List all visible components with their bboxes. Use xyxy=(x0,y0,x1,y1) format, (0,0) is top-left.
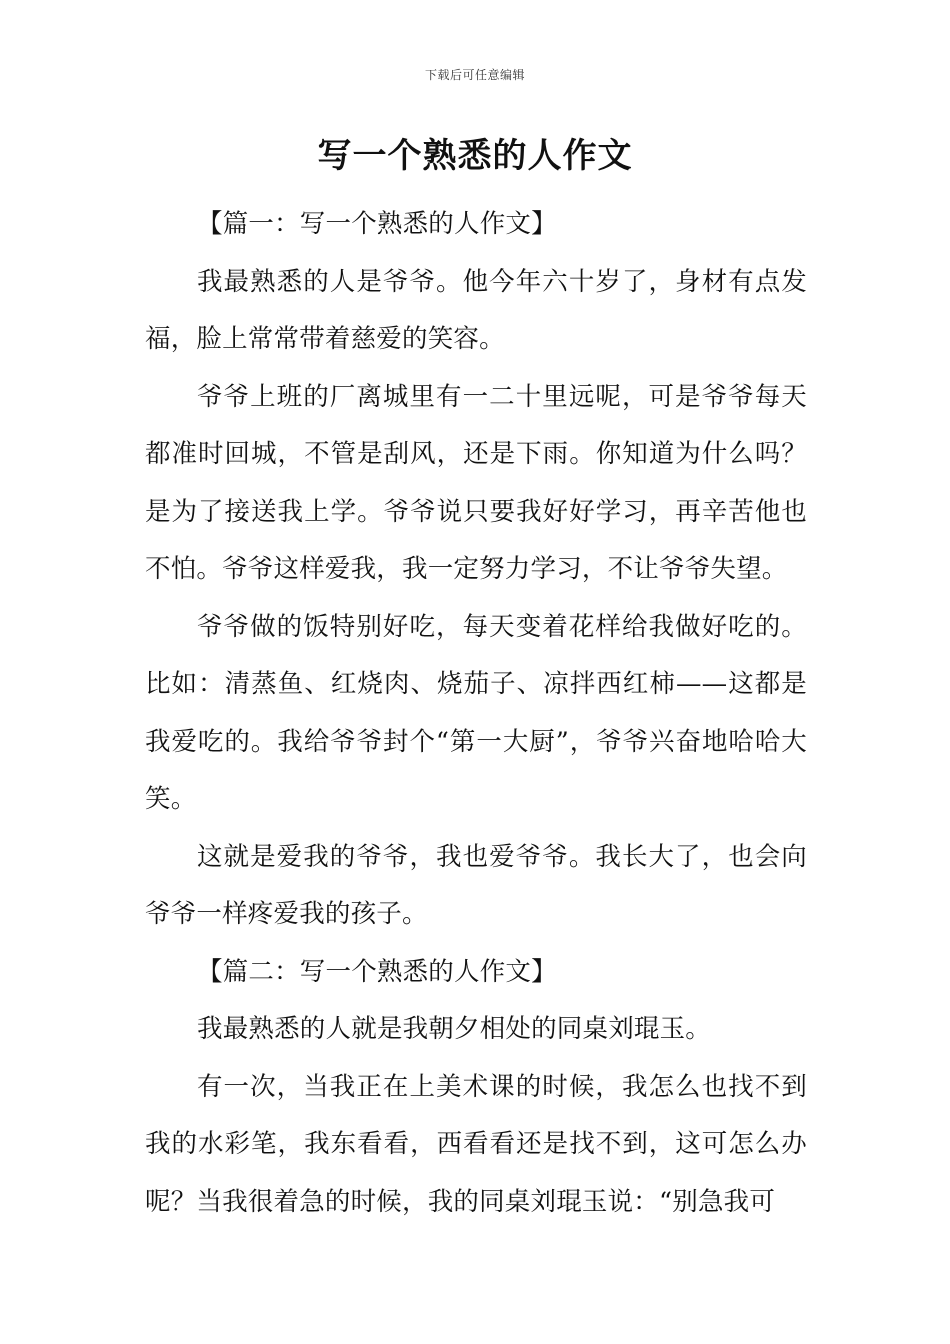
document-body xyxy=(145,196,807,1231)
paragraph: 爷爷做的饭特别好吃，每天变着花样给我做好吃的。比如：清蒸鱼、红烧肉、烧茄子、凉拌西红柿——这都是我爱吃的。我给爷爷封个“第一大厨”，爷爷兴奋地哈哈大笑。 xyxy=(145,611,807,814)
header-note: 下载后可任意编辑 xyxy=(424,68,525,82)
paragraph: 这就是爱我的爷爷，我也爱爷爷。我长大了，也会向爷爷一样疼爱我的孩子。 xyxy=(145,841,807,929)
paragraph: 我最熟悉的人是爷爷。他今年六十岁了，身材有点发福，脸上常常带着慈爱的笑容。 xyxy=(145,266,807,354)
document-title: 写一个熟悉的人作文 xyxy=(317,136,633,176)
paragraph: 爷爷上班的厂离城里有一二十里远呢，可是爷爷每天都准时回城，不管是刮风，还是下雨。你知道为什么吗？是为了接送我上学。爷爷说只要我好好学习，再辛苦他也不怕。爷爷这样爱我，我一定努力学习，不让爷爷失望。 xyxy=(145,381,807,584)
section-heading-2: 【篇二：写一个熟悉的人作文】 xyxy=(197,956,557,987)
section-heading-1: 【篇一：写一个熟悉的人作文】 xyxy=(197,209,557,239)
paragraph: 有一次，当我正在上美术课的时候，我怎么也找不到我的水彩笔，我东看看，西看看还是找不到，这可怎么办呢？当我很着急的时候，我的同桌刘琨玉说：“别急我可 xyxy=(145,1071,807,1217)
paragraph: 我最熟悉的人就是我朝夕相处的同桌刘琨玉。 xyxy=(197,1014,712,1044)
